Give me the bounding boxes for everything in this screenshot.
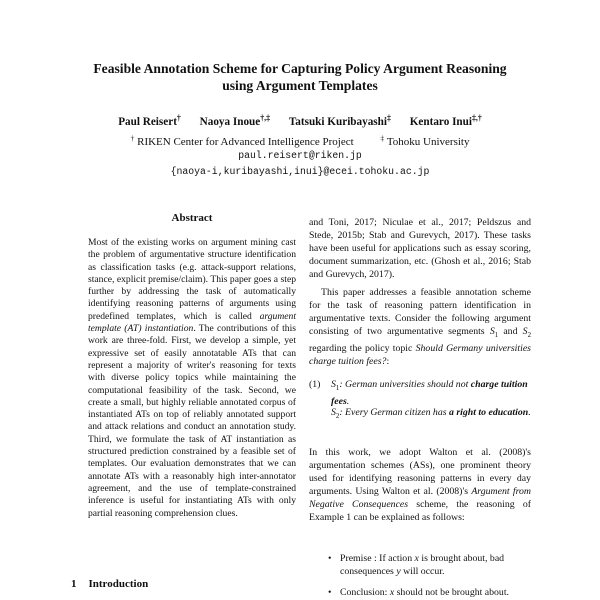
paragraph-task-intro: This paper addresses a feasible annotation scheme for the task of reasoning pattern identification in argumentative texts. Consider the following argument consisting of two argumentative segments $S_1$ and $S_2$ regarding the policy topic Should Germany universities charge tuition fees?: [309, 287, 532, 367]
author: Naoya Inoue†,‡ [199, 113, 271, 128]
title-line-1: Feasible Annotation Scheme for Capturing Policy Argument Reasoning [93, 61, 507, 76]
affiliation-tohoku: ‡ Tohoku University [380, 133, 470, 148]
example-segment-s1: $S_1$: German universities should not charge tuition fees. [331, 379, 528, 407]
bullet-premise: • Premise : If action x is brought about, bad consequences y will occur. [328, 553, 505, 577]
affiliations [0, 133, 600, 148]
author: Paul Reisert† [118, 113, 181, 128]
affiliation-riken: † RIKEN Center for Advanced Intelligence Project [130, 133, 354, 148]
bullet-conclusion: • Conclusion: x should not be brought about. [328, 587, 510, 598]
section-heading-introduction: 1 Introduction [71, 578, 149, 590]
abstract-heading: Abstract [171, 212, 213, 224]
example-number: (1) [309, 379, 321, 390]
paragraph-related-work: and Toni, 2017; Niculae et al., 2017; Peldszus and Stede, 2015b; Stab and Gurevych, 2017). These tasks have been useful for applications such as essay scoring, document summarization, etc. (Ghosh et al., 2016; Stab and Gurevych, 2017). [309, 217, 531, 280]
author: Tatsuki Kuribayashi‡ [288, 113, 391, 128]
paragraph-walton: In this work, we adopt Walton et al. (2008)'s argumentation schemes (ASs), one prominent theory used for identifying reasoning patterns in every day arguments. Using Walton et al. (2008)'s Argument from Negative Consequences scheme, the reasoning of Example 1 can be explained as follows: [309, 447, 532, 523]
author-list [0, 113, 600, 128]
email-tohoku: {naoya-i,kuribayashi,inui}@ecei.tohoku.ac.jp [170, 166, 430, 177]
abstract-body: Most of the existing works on argument mining cast the problem of argumentative structure identification as classification tasks (e.g. attack-support relations, stance, explicit premise/claim). This paper goes a step further by addressing the task of automatically identifying reasoning patterns of arguments using predefined templates, which is called argument template (AT) instantiation. The contributions of this work are three-fold. First, we develop a simple, yet expressive set of easily annotatable ATs that can represent a majority of writer's reasoning for texts with diverse policy topics while maintaining the computational feasibility of the task. Second, we create a small, but highly reliable annotated corpus of instantiated ATs on top of reliably annotated support and attack relations and conduct an annotation study. Third, we formulate the task of AT instantiation as structured prediction constrained by a feasible set of templates. Our evaluation demonstrates that we can annotate ATs with a reasonably high inter-annotator agreement, and the use of template-constrained inference is useful for instantiating ATs with only partial reasoning comprehension clues. [88, 237, 296, 519]
email-riken: paul.reisert@riken.jp [238, 150, 362, 161]
title-line-2: using Argument Templates [222, 78, 378, 93]
paper-title [0, 60, 600, 94]
example-segment-s2: $S_2$: Every German citizen has a right to education. [331, 407, 531, 420]
author: Kentaro Inui‡,† [409, 113, 482, 128]
